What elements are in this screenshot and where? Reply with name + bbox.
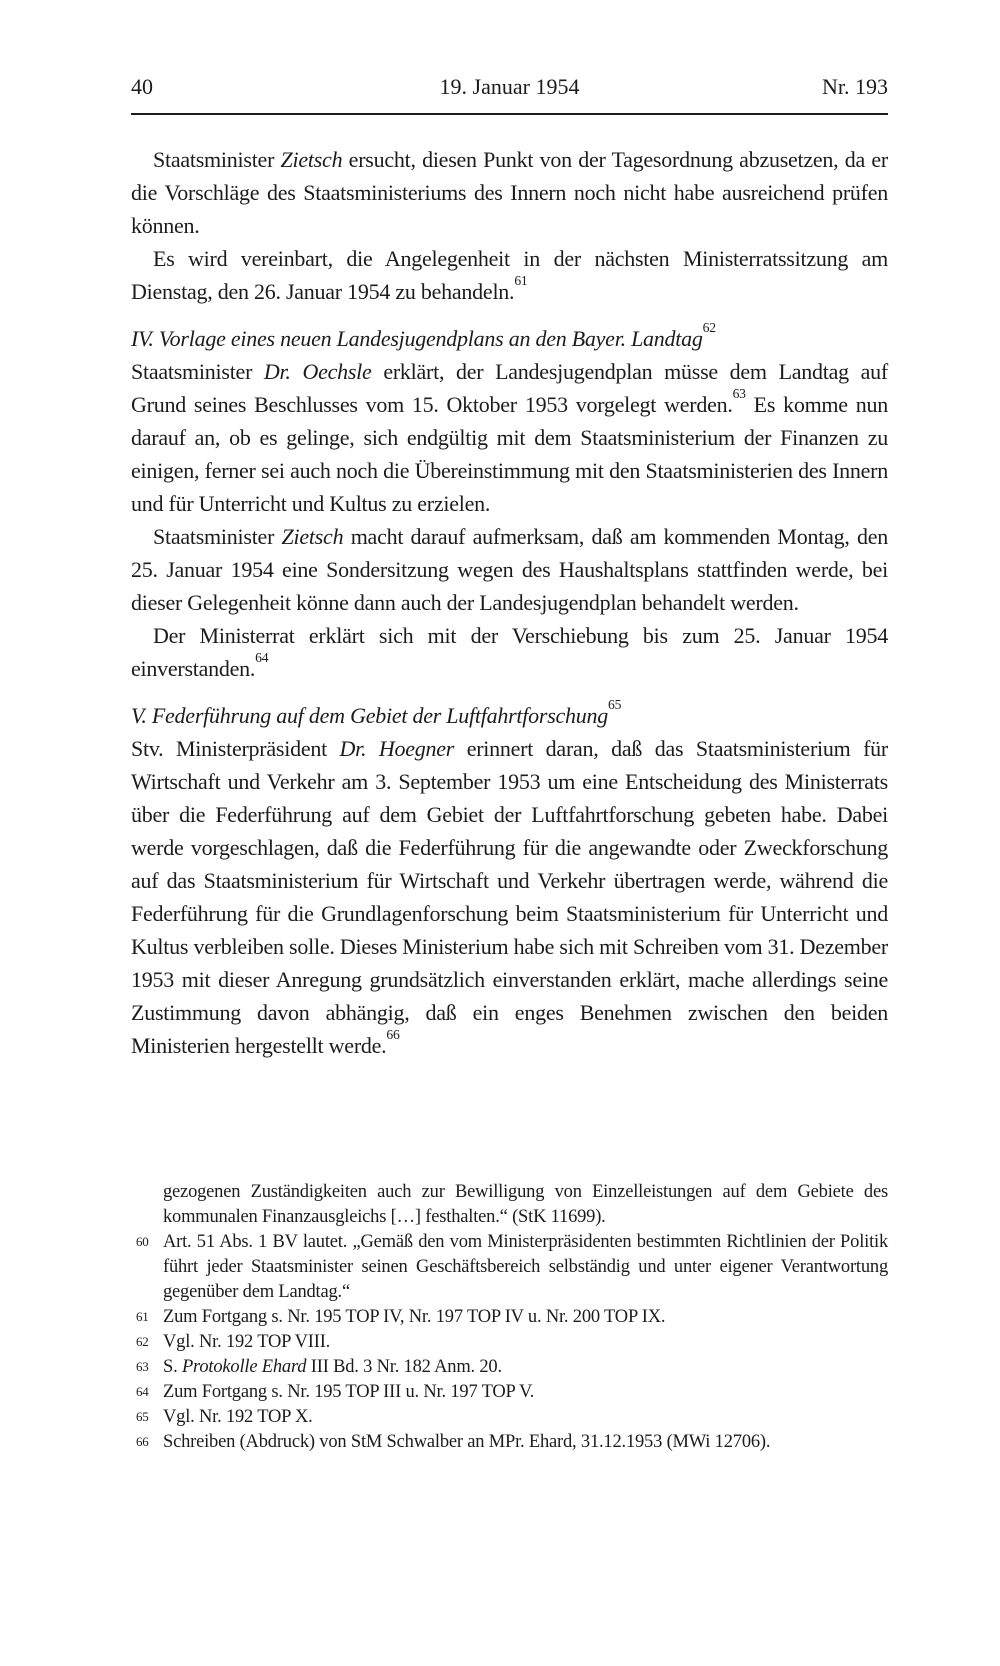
footnote-text <box>163 1182 888 1227</box>
footnote-text <box>163 1332 330 1352</box>
footnote-number: 60 <box>136 1234 149 1249</box>
paragraph <box>131 143 888 242</box>
paragraph <box>131 732 888 1062</box>
paragraph <box>131 520 888 619</box>
footnote <box>131 1405 888 1430</box>
footnote-text <box>163 1357 502 1377</box>
text-run: ersucht, diesen Punkt von der Tagesordnung abzusetzen, da er die Vorschläge des Staatsministeriums des Innern noch nicht habe ausreichend prüfen können. <box>131 147 888 238</box>
text-run: Stv. Ministerpräsident <box>131 736 340 761</box>
text-run: Schreiben (Abdruck) von StM Schwalber an MPr. Ehard, 31.12.1953 (MWi 12706). <box>163 1432 771 1452</box>
footnote <box>131 1305 888 1330</box>
footnote-number: 61 <box>136 1309 149 1324</box>
text-run: Vgl. Nr. 192 TOP VIII. <box>163 1332 331 1352</box>
footnote-ref: 61 <box>514 272 528 288</box>
text-run: Der Ministerrat erklärt sich mit der Verschiebung bis zum 25. Januar 1954 einverstanden. <box>131 623 888 681</box>
footnote-number: 65 <box>136 1409 149 1424</box>
footnote-ref: 65 <box>608 696 622 712</box>
text-run: Zum Fortgang s. Nr. 195 TOP III u. Nr. 197 TOP V. <box>163 1382 535 1402</box>
text-run: S. <box>163 1357 182 1377</box>
text-run: Staatsminister <box>153 147 281 172</box>
footnote-number: 64 <box>136 1384 149 1399</box>
footnote <box>131 1430 888 1455</box>
header-date: 19. Januar 1954 <box>439 74 580 99</box>
body-text <box>131 143 888 1062</box>
paragraph <box>131 242 888 308</box>
footnote-ref: 64 <box>255 649 269 665</box>
text-run: Zum Fortgang s. Nr. 195 TOP IV, Nr. 197 TOP IV u. Nr. 200 TOP IX. <box>163 1307 666 1327</box>
footnote-text <box>163 1382 534 1402</box>
text-run: gezogenen Zuständigkeiten auch zur Bewilligung von Einzelleistungen auf dem Gebiete des kommunalen Finanzausgleichs […] festhalten.“ (StK 11699). <box>163 1182 888 1227</box>
footnote-ref: 66 <box>386 1026 400 1042</box>
section-heading <box>131 319 888 355</box>
text-run: Staatsminister <box>153 524 282 549</box>
text-run: Es komme nun darauf an, ob es gelinge, sich endgültig mit dem Staatsministerium der Finanzen zu einigen, ferner sei auch noch die Übereinstimmung mit den Staatsministerien des Innern und für Unterricht und Kultus zu erzielen. <box>131 392 888 516</box>
paragraph <box>131 355 888 520</box>
footnote <box>131 1355 888 1380</box>
footnote-ref: 63 <box>732 385 746 401</box>
text-run: Art. 51 Abs. 1 BV lautet. „Gemäß den vom Ministerpräsidenten bestimmten Richtlinien der Politik führt jeder Staatsminister seinen Geschäftsbereich selbständig und unter eigener Verantwortung gegenüber dem Landtag.“ <box>163 1232 888 1302</box>
footnote <box>131 1330 888 1355</box>
footnote-number: 62 <box>136 1334 149 1349</box>
text-run: Es wird vereinbart, die Angelegenheit in der nächsten Ministerratssitzung am Dienstag, den 26. Januar 1954 zu behandeln. <box>131 246 888 304</box>
text-run: Vgl. Nr. 192 TOP X. <box>163 1407 313 1427</box>
text-run: erklärt, der Landesjugendplan müsse dem Landtag auf Grund seines Beschlusses vom 15. Oktober 1953 vorgelegt werden. <box>131 359 888 417</box>
footnote-text <box>163 1307 665 1327</box>
issue-number: Nr. 193 <box>822 74 888 99</box>
footnote-number: 66 <box>136 1434 149 1449</box>
emphasized-text: Dr. Oechsle <box>263 359 372 384</box>
footnote-text <box>163 1407 313 1427</box>
section-heading <box>131 696 888 732</box>
emphasized-text: IV. Vorlage eines neuen Landesjugendplans an den Bayer. Landtag <box>131 326 703 351</box>
text-run: macht darauf aufmerksam, daß am kommenden Montag, den 25. Januar 1954 eine Sondersitzung wegen des Haushaltsplans stattfinden werde, bei dieser Gelegenheit könne dann auch der Landesjugendplan behandelt werden. <box>131 524 888 615</box>
emphasized-text: Zietsch <box>281 524 344 549</box>
text-run: III Bd. 3 Nr. 182 Anm. 20. <box>306 1357 502 1377</box>
text-run: erinnert daran, daß das Staatsministerium für Wirtschaft und Verkehr am 3. September 1953 um eine Entscheidung des Ministerrats über die Federführung auf dem Gebiet der Luftfahrtforschung gebeten habe. Dabei werde vorgeschlagen, daß die Federführung für die angewandte oder Zweckforschung auf das Staatsministerium für Wirtschaft und Verkehr übertragen werde, während die Federführung für die Grundlagenforschung beim Staatsministerium für Unterricht und Kultus verbleiben solle. Dieses Ministerium habe sich mit Schreiben vom 31. Dezember 1953 mit dieser Anregung grundsätzlich einverstanden erklärt, mache allerdings seine Zustimmung davon abhängig, daß ein enges Benehmen zwischen den beiden Ministerien hergestellt werde. <box>131 736 888 1058</box>
running-header <box>131 74 888 115</box>
footnote-number: 63 <box>136 1359 149 1374</box>
text-run: Staatsminister <box>131 359 264 384</box>
footnote-ref: 62 <box>702 319 716 335</box>
footnote-text <box>163 1232 888 1302</box>
footnotes-section <box>131 1180 888 1455</box>
footnote <box>131 1230 888 1305</box>
footnote-text <box>163 1432 770 1452</box>
footnote <box>131 1380 888 1405</box>
paragraph <box>131 619 888 685</box>
emphasized-text: Protokolle Ehard <box>181 1357 307 1377</box>
footnote <box>131 1180 888 1230</box>
emphasized-text: Dr. Hoegner <box>339 736 455 761</box>
emphasized-text: V. Federführung auf dem Gebiet der Luftfahrtforschung <box>131 703 609 728</box>
page-number: 40 <box>131 74 153 99</box>
emphasized-text: Zietsch <box>280 147 343 172</box>
